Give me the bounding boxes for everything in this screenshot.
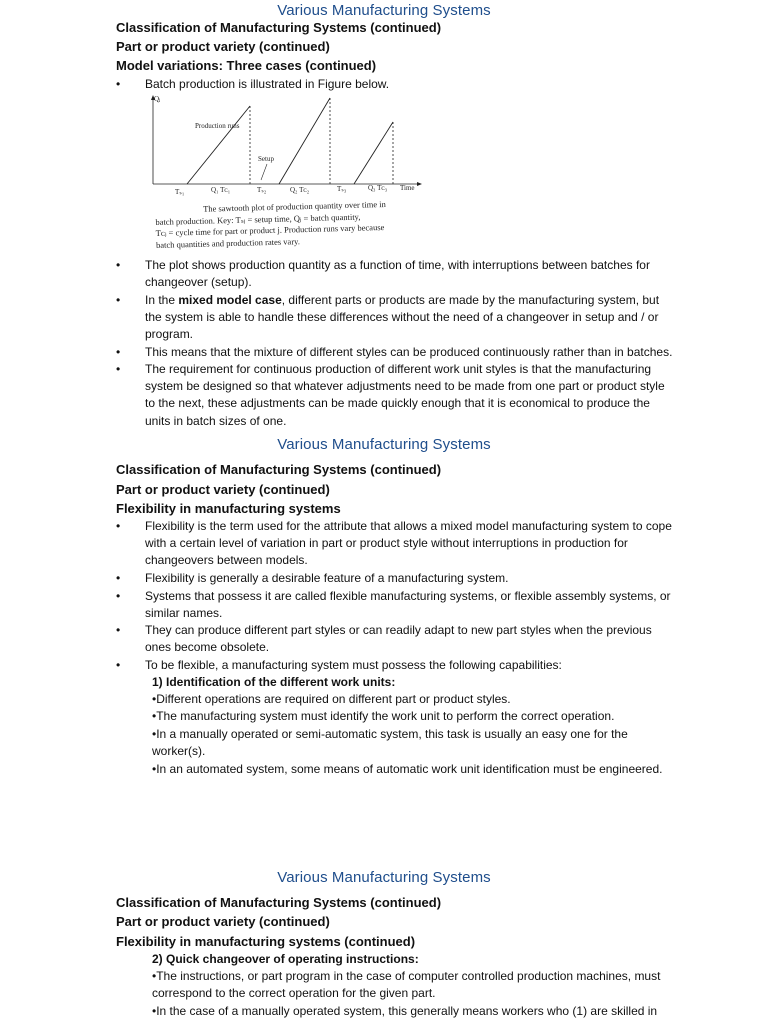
section-2-bullet-3 <box>116 588 676 622</box>
caption-line-3: Tᴄⱼ = cycle time for part or product j. Production runs vary because <box>155 222 385 238</box>
section-1-heading-2: Part or product variety (continued) <box>116 39 330 54</box>
bullet-text: They can produce different part styles or can readily adapt to new part styles when the previous ones become obsolete. <box>145 623 652 655</box>
tick-ts2: Tₛ₂ <box>257 186 267 194</box>
section-1-heading-3: Model variations: Three cases (continued) <box>116 58 377 73</box>
bullet-marker: • <box>116 519 121 533</box>
bullet-marker: • <box>116 658 121 672</box>
tick-ts3: Tₛ₃ <box>337 185 347 193</box>
bullet-marker: • <box>116 571 121 585</box>
section-2-sub-item-1: •Different operations are required on different part or product styles. <box>152 692 511 706</box>
section-2-bullet-2 <box>116 570 676 587</box>
section-2-bullet-1 <box>116 518 676 570</box>
bullet-marker: • <box>116 77 121 91</box>
sawtooth-plot <box>147 92 427 208</box>
section-3-heading-1: Classification of Manufacturing Systems (continued) <box>116 895 442 910</box>
section-2-sub-heading: 1) Identification of the different work units: <box>152 675 396 689</box>
bullet-marker: • <box>116 362 121 376</box>
bullet-marker: • <box>116 589 121 603</box>
tick-time: Time <box>400 184 415 192</box>
production-run-1 <box>187 106 250 184</box>
bullet-text: Flexibility is generally a desirable feature of a manufacturing system. <box>145 571 509 585</box>
section-2-title: Various Manufacturing Systems <box>277 436 491 453</box>
tick-ts1: Tₛ₁ <box>175 188 185 196</box>
section-3-sub-heading: 2) Quick changeover of operating instructions: <box>152 952 419 966</box>
bullet-marker: • <box>116 293 121 307</box>
section-2-heading-1: Classification of Manufacturing Systems (continued) <box>116 462 442 477</box>
x-axis-arrow <box>417 182 422 186</box>
section-2-heading-2: Part or product variety (continued) <box>116 482 330 497</box>
section-2-bullet-5 <box>116 657 676 674</box>
tick-q2-tc2: Q₂ Tᴄ₂ <box>290 186 310 194</box>
section-2-sub-item-2: •The manufacturing system must identify the work unit to perform the correct operation. <box>152 709 615 723</box>
bullet-marker: • <box>116 258 121 272</box>
bullet-marker: • <box>116 623 121 637</box>
section-1-bullet-1 <box>116 257 676 291</box>
section-1-title: Various Manufacturing Systems <box>277 2 491 19</box>
tick-q3-tc3: Q₃ Tᴄ₃ <box>368 184 388 192</box>
annotation-setup: Setup <box>258 155 274 163</box>
annotation-production-runs: Production runs <box>195 122 240 130</box>
mixed-model-case-term: mixed model case <box>178 293 282 307</box>
section-1-bullet-2 <box>116 292 676 344</box>
bullet-text: Systems that possess it are called flexible manufacturing systems, or flexible assembly systems, or similar names. <box>145 589 671 621</box>
section-1-bullet-intro <box>116 76 676 93</box>
figure-caption <box>155 198 426 251</box>
bullet-text: Batch production is illustrated in Figure below. <box>145 77 390 91</box>
bullet-text <box>145 292 676 344</box>
section-3-sub-item-1: •The instructions, or part program in the case of computer controlled production machines, must correspond to the correct operation for the given part. <box>152 969 661 1001</box>
caption-line-2: batch production. Key: Tₛⱼ = setup time, Qⱼ = batch quantity, <box>155 211 361 227</box>
section-2-sub-item-3: •In a manually operated or semi-automatic system, this task is usually an easy one for the worker(s). <box>152 727 628 759</box>
bullet-text-post: , different parts or products are made by the manufacturing system, but the system is able to handle these differences without the need of a changeover in setup and / or program. <box>145 293 660 342</box>
bullet-text: The requirement for continuous production of different work unit styles is that the manufacturing system be designed so that whatever adjustments need to be made from one part or product style to the next, these adjustments can be made quickly enough that it is economical to produce the units in batch sizes of one. <box>145 362 665 428</box>
y-axis-label: Qⱼ <box>154 95 161 103</box>
section-3-heading-3: Flexibility in manufacturing systems (continued) <box>116 934 416 949</box>
production-run-2 <box>279 98 330 184</box>
bullet-text: To be flexible, a manufacturing system must possess the following capabilities: <box>145 658 562 672</box>
section-3-title: Various Manufacturing Systems <box>277 869 491 886</box>
bullet-text: This means that the mixture of different styles can be produced continuously rather than in batches. <box>145 345 673 359</box>
section-1-bullet-4 <box>116 361 676 430</box>
section-1-bullet-3 <box>116 344 676 361</box>
section-3-sub-item-2: •In the case of a manually operated system, this generally means workers who (1) are skilled in <box>152 1004 658 1018</box>
bullet-text: The plot shows production quantity as a function of time, with interruptions between batches for changeover (setup). <box>145 258 650 290</box>
bullet-text: Flexibility is the term used for the attribute that allows a mixed model manufacturing system to cope with a certain level of variation in part or product style without interruptions in production for changeovers between models. <box>145 519 672 568</box>
section-1-heading-1: Classification of Manufacturing Systems (continued) <box>116 20 442 35</box>
tick-q1-tc1: Q₁ Tᴄ₁ <box>211 186 231 194</box>
bullet-text-pre: In the <box>145 293 179 307</box>
caption-line-4: batch quantities and production rates vary. <box>155 235 301 250</box>
bullet-marker: • <box>116 345 121 359</box>
section-2-bullet-4 <box>116 622 676 656</box>
section-2-sub-item-4: •In an automated system, some means of automatic work unit identification must be engineered. <box>152 762 663 776</box>
production-run-3 <box>354 122 393 184</box>
section-2-heading-3: Flexibility in manufacturing systems <box>116 501 341 516</box>
setup-arrow <box>261 164 267 180</box>
section-3-heading-2: Part or product variety (continued) <box>116 914 330 929</box>
caption-line-1: The sawtooth plot of production quantity over time in <box>202 198 386 214</box>
